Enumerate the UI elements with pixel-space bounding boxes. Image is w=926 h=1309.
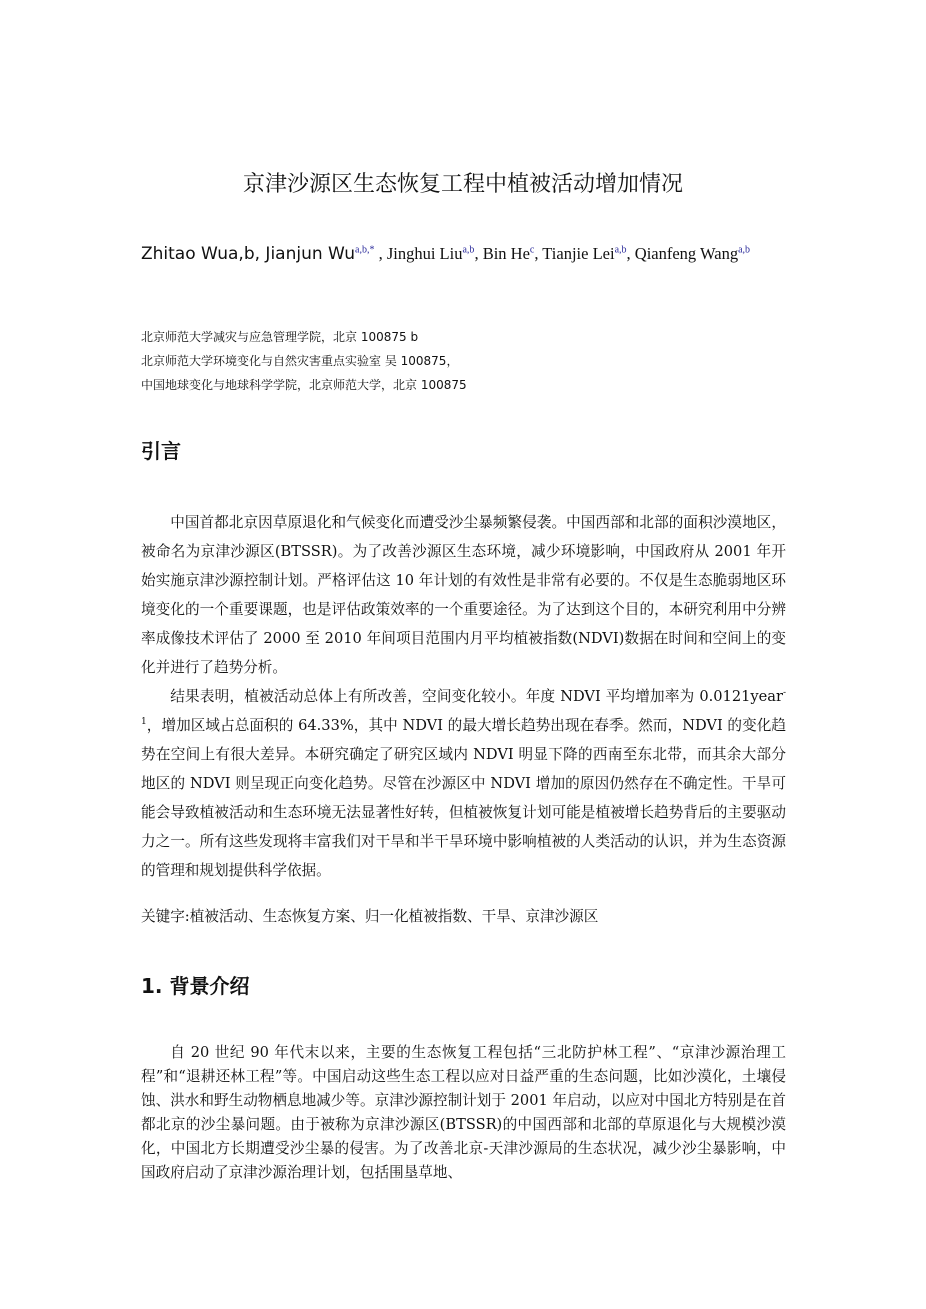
abstract-body xyxy=(141,508,786,885)
abstract-paragraph: 中国首都北京因草原退化和气候变化而遭受沙尘暴频繁侵袭。中国西部和北部的面积沙漠地区，被命名为京津沙源区(BTSSR)。为了改善沙源区生态环境，减少环境影响，中国政府从 2001 年开始实施京津沙源控制计划。严格评估这 10 年计划的有效性是非常有必要的。不仅是生态脆弱地区环境变化的一个重要课题，也是评估政策效率的一个重要途径。为了达到这个目的，本研究利用中分辨率成像技术评估了 2000 至 2010 年间项目范围内月平均植被指数(NDVI)数据在时间和空间上的变化并进行了趋势分析。 xyxy=(141,514,786,676)
abstract-text: ，增加区域占总面积的 64.33%，其中 NDVI 的最大增长趋势出现在春季。然而，NDVI 的变化趋势在空间上有很大差异。本研究确定了研究区域内 NDVI 明显下降的西南至东北带，而其余大部分地区的 NDVI 则呈现正向变化趋势。尽管在沙源区中 NDVI 增加的原因仍然存在不确定性。干旱可能会导致植被活动和生态环境无法显著性好转，但植被恢复计划可能是植被增长趋势背后的主要驱动力之一。所有这些发现将丰富我们对干旱和半干旱环境中影响植被的人类活动的认识，并为生态资源的管理和规划提供科学依据。 xyxy=(141,717,786,879)
affiliation-line: 北京师范大学减灾与应急管理学院，北京 100875 b xyxy=(141,330,419,344)
unit-superscript: -1 xyxy=(141,688,786,728)
author-affil-sup: a,b xyxy=(738,244,751,256)
paper-title: 京津沙源区生态恢复工程中植被活动增加情况 xyxy=(242,172,683,197)
corresponding-star: * xyxy=(369,244,375,256)
keywords xyxy=(141,902,786,931)
keywords-text: :植被活动、生态恢复方案、归一化植被指数、干旱、京津沙源区 xyxy=(184,908,599,925)
affiliations xyxy=(141,325,786,397)
abstract-paragraph xyxy=(141,682,786,885)
affiliation-line: 北京师范大学环境变化与自然灾害重点实验室 吴 100875， xyxy=(141,354,459,368)
author-name: , Tianjie Lei xyxy=(534,244,615,263)
section-paragraph: 自 20 世纪 90 年代末以来，主要的生态恢复工程包括“三北防护林工程”、“京津沙源治理工程”和“退耕还林工程”等。中国启动这些生态工程以应对日益严重的生态问题，比如沙漠化，土壤侵蚀、洪水和野生动物栖息地减少等。京津沙源控制计划于 2001 年启动，以应对中国北方特别是在首都北京的沙尘暴问题。由于被称为京津沙源区(BTSSR)的中国西部和北部的草原退化与大规模沙漠化，中国北方长期遭受沙尘暴的侵害。为了改善北京-天津沙源局的生态状况，减少沙尘暴影响，中国政府启动了京津沙源治理计划，包括围垦草地、 xyxy=(141,1044,786,1181)
keywords-label: 关键字 xyxy=(141,908,185,925)
section-body xyxy=(141,1041,786,1185)
author-list xyxy=(141,242,786,266)
author-affil-sup: a,b xyxy=(614,244,627,256)
abstract-text: 结果表明，植被活动总体上有所改善，空间变化较小。年度 NDVI 平均增加率为 0.0121year xyxy=(170,688,783,705)
intro-heading: 引言 xyxy=(141,439,181,463)
author-affil-sup: a,b, xyxy=(355,244,370,256)
section-heading: 1. 背景介绍 xyxy=(141,974,250,998)
author-affil-sup: a,b xyxy=(462,244,475,256)
author-name: , Qianfeng Wang xyxy=(626,244,739,263)
author-name: Zhitao Wua,b, Jianjun Wu xyxy=(141,244,356,264)
author-name: , Bin He xyxy=(474,244,530,263)
author-name: , Jinghui Liu xyxy=(374,244,463,263)
affiliation-line: 中国地球变化与地球科学学院，北京师范大学，北京 100875 xyxy=(141,378,467,392)
author-affil-sup: c xyxy=(529,244,535,256)
